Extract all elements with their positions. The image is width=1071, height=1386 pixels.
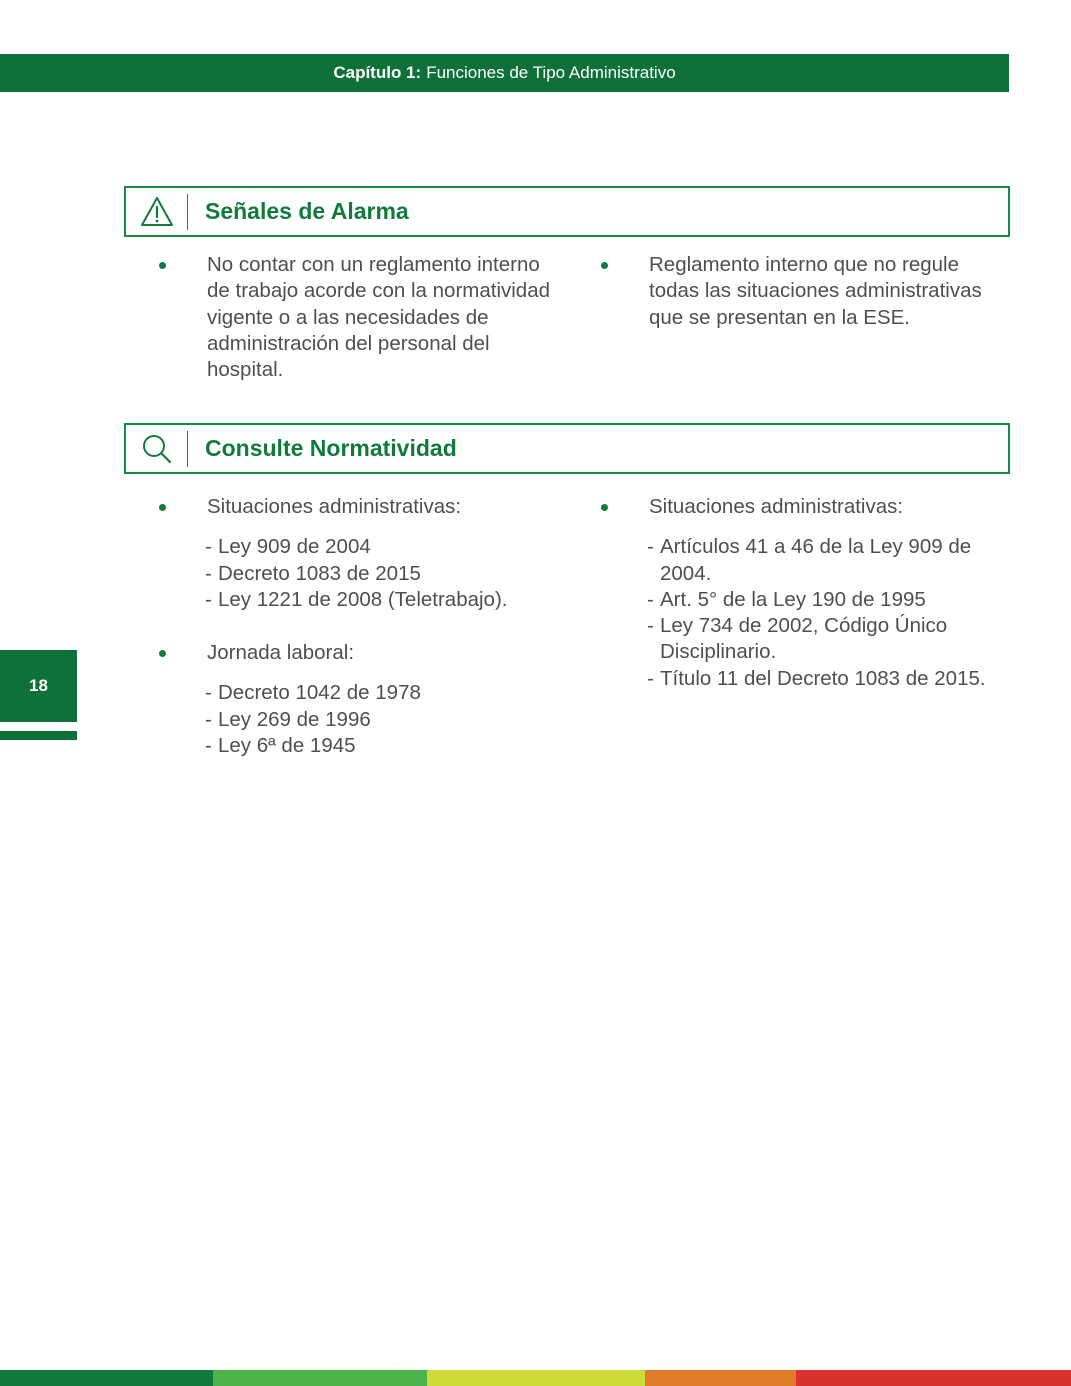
- alarm-left-column: [207, 252, 557, 383]
- stripe-3: [427, 1370, 645, 1386]
- sub-item: - Ley 6ª de 1945: [207, 733, 567, 759]
- list-item: [207, 252, 557, 383]
- page-number: 18: [0, 650, 77, 722]
- bullet-icon: [601, 504, 608, 511]
- alarm-item-right: Reglamento interno que no regule todas las situaciones administrativas que se presentan en la ESE.: [649, 253, 982, 329]
- chapter-header: [0, 54, 1009, 92]
- norm-left-sublist-1: [207, 534, 567, 613]
- section-divider: [187, 431, 188, 467]
- list-item: [207, 640, 567, 666]
- norm-left-column: [207, 494, 567, 759]
- search-icon: [126, 425, 187, 472]
- bullet-icon: [601, 262, 608, 269]
- norm-right-sublist: [649, 534, 1009, 692]
- norm-right-column: [649, 494, 1009, 692]
- sub-item: - Ley 909 de 2004: [207, 534, 567, 560]
- sub-item: - Art. 5° de la Ley 190 de 1995: [649, 587, 1009, 613]
- chapter-label: Capítulo 1:: [333, 63, 422, 82]
- alarm-section-title: Señales de Alarma: [205, 198, 409, 224]
- section-divider: [187, 194, 188, 230]
- alarm-right-column: [649, 252, 1011, 331]
- alarm-item-left: No contar con un reglamento interno de trabajo acorde con la normatividad vigente o a las necesidades de administración del personal del hospital.: [207, 253, 551, 382]
- list-item: [649, 252, 1011, 331]
- stripe-5: [796, 1370, 1071, 1386]
- alarm-section-header: [124, 186, 1010, 237]
- stripe-1: [0, 1370, 213, 1386]
- list-item: [207, 494, 567, 520]
- sub-item: - Decreto 1042 de 1978: [207, 680, 567, 706]
- warning-triangle-icon: [126, 188, 187, 235]
- sub-item: - Ley 269 de 1996: [207, 707, 567, 733]
- norm-right-heading: Situaciones administrativas:: [649, 495, 904, 518]
- sub-item: - Ley 734 de 2002, Código Único Disciplinario.: [649, 613, 1009, 666]
- norm-left-heading-2: Jornada laboral:: [207, 641, 355, 665]
- norm-section-title: Consulte Normatividad: [205, 435, 457, 461]
- norm-left-sublist-2: [207, 680, 567, 759]
- norm-left-heading-1: Situaciones administrativas:: [207, 495, 462, 518]
- stripe-2: [213, 1370, 427, 1386]
- sub-item: - Ley 1221 de 2008 (Teletrabajo).: [207, 587, 567, 613]
- bullet-icon: [159, 262, 166, 269]
- stripe-4: [645, 1370, 796, 1386]
- sub-item: - Artículos 41 a 46 de la Ley 909 de 2004.: [649, 534, 1009, 587]
- chapter-title: Funciones de Tipo Administrativo: [426, 63, 676, 82]
- bullet-icon: [159, 650, 166, 657]
- bullet-icon: [159, 504, 166, 511]
- sub-item: - Decreto 1083 de 2015: [207, 561, 567, 587]
- norm-section-header: [124, 423, 1010, 474]
- footer-color-stripes: [0, 1370, 1071, 1386]
- list-item: [649, 494, 1009, 520]
- sub-item: - Título 11 del Decreto 1083 de 2015.: [649, 666, 1009, 692]
- page-tab-underline: [0, 731, 77, 740]
